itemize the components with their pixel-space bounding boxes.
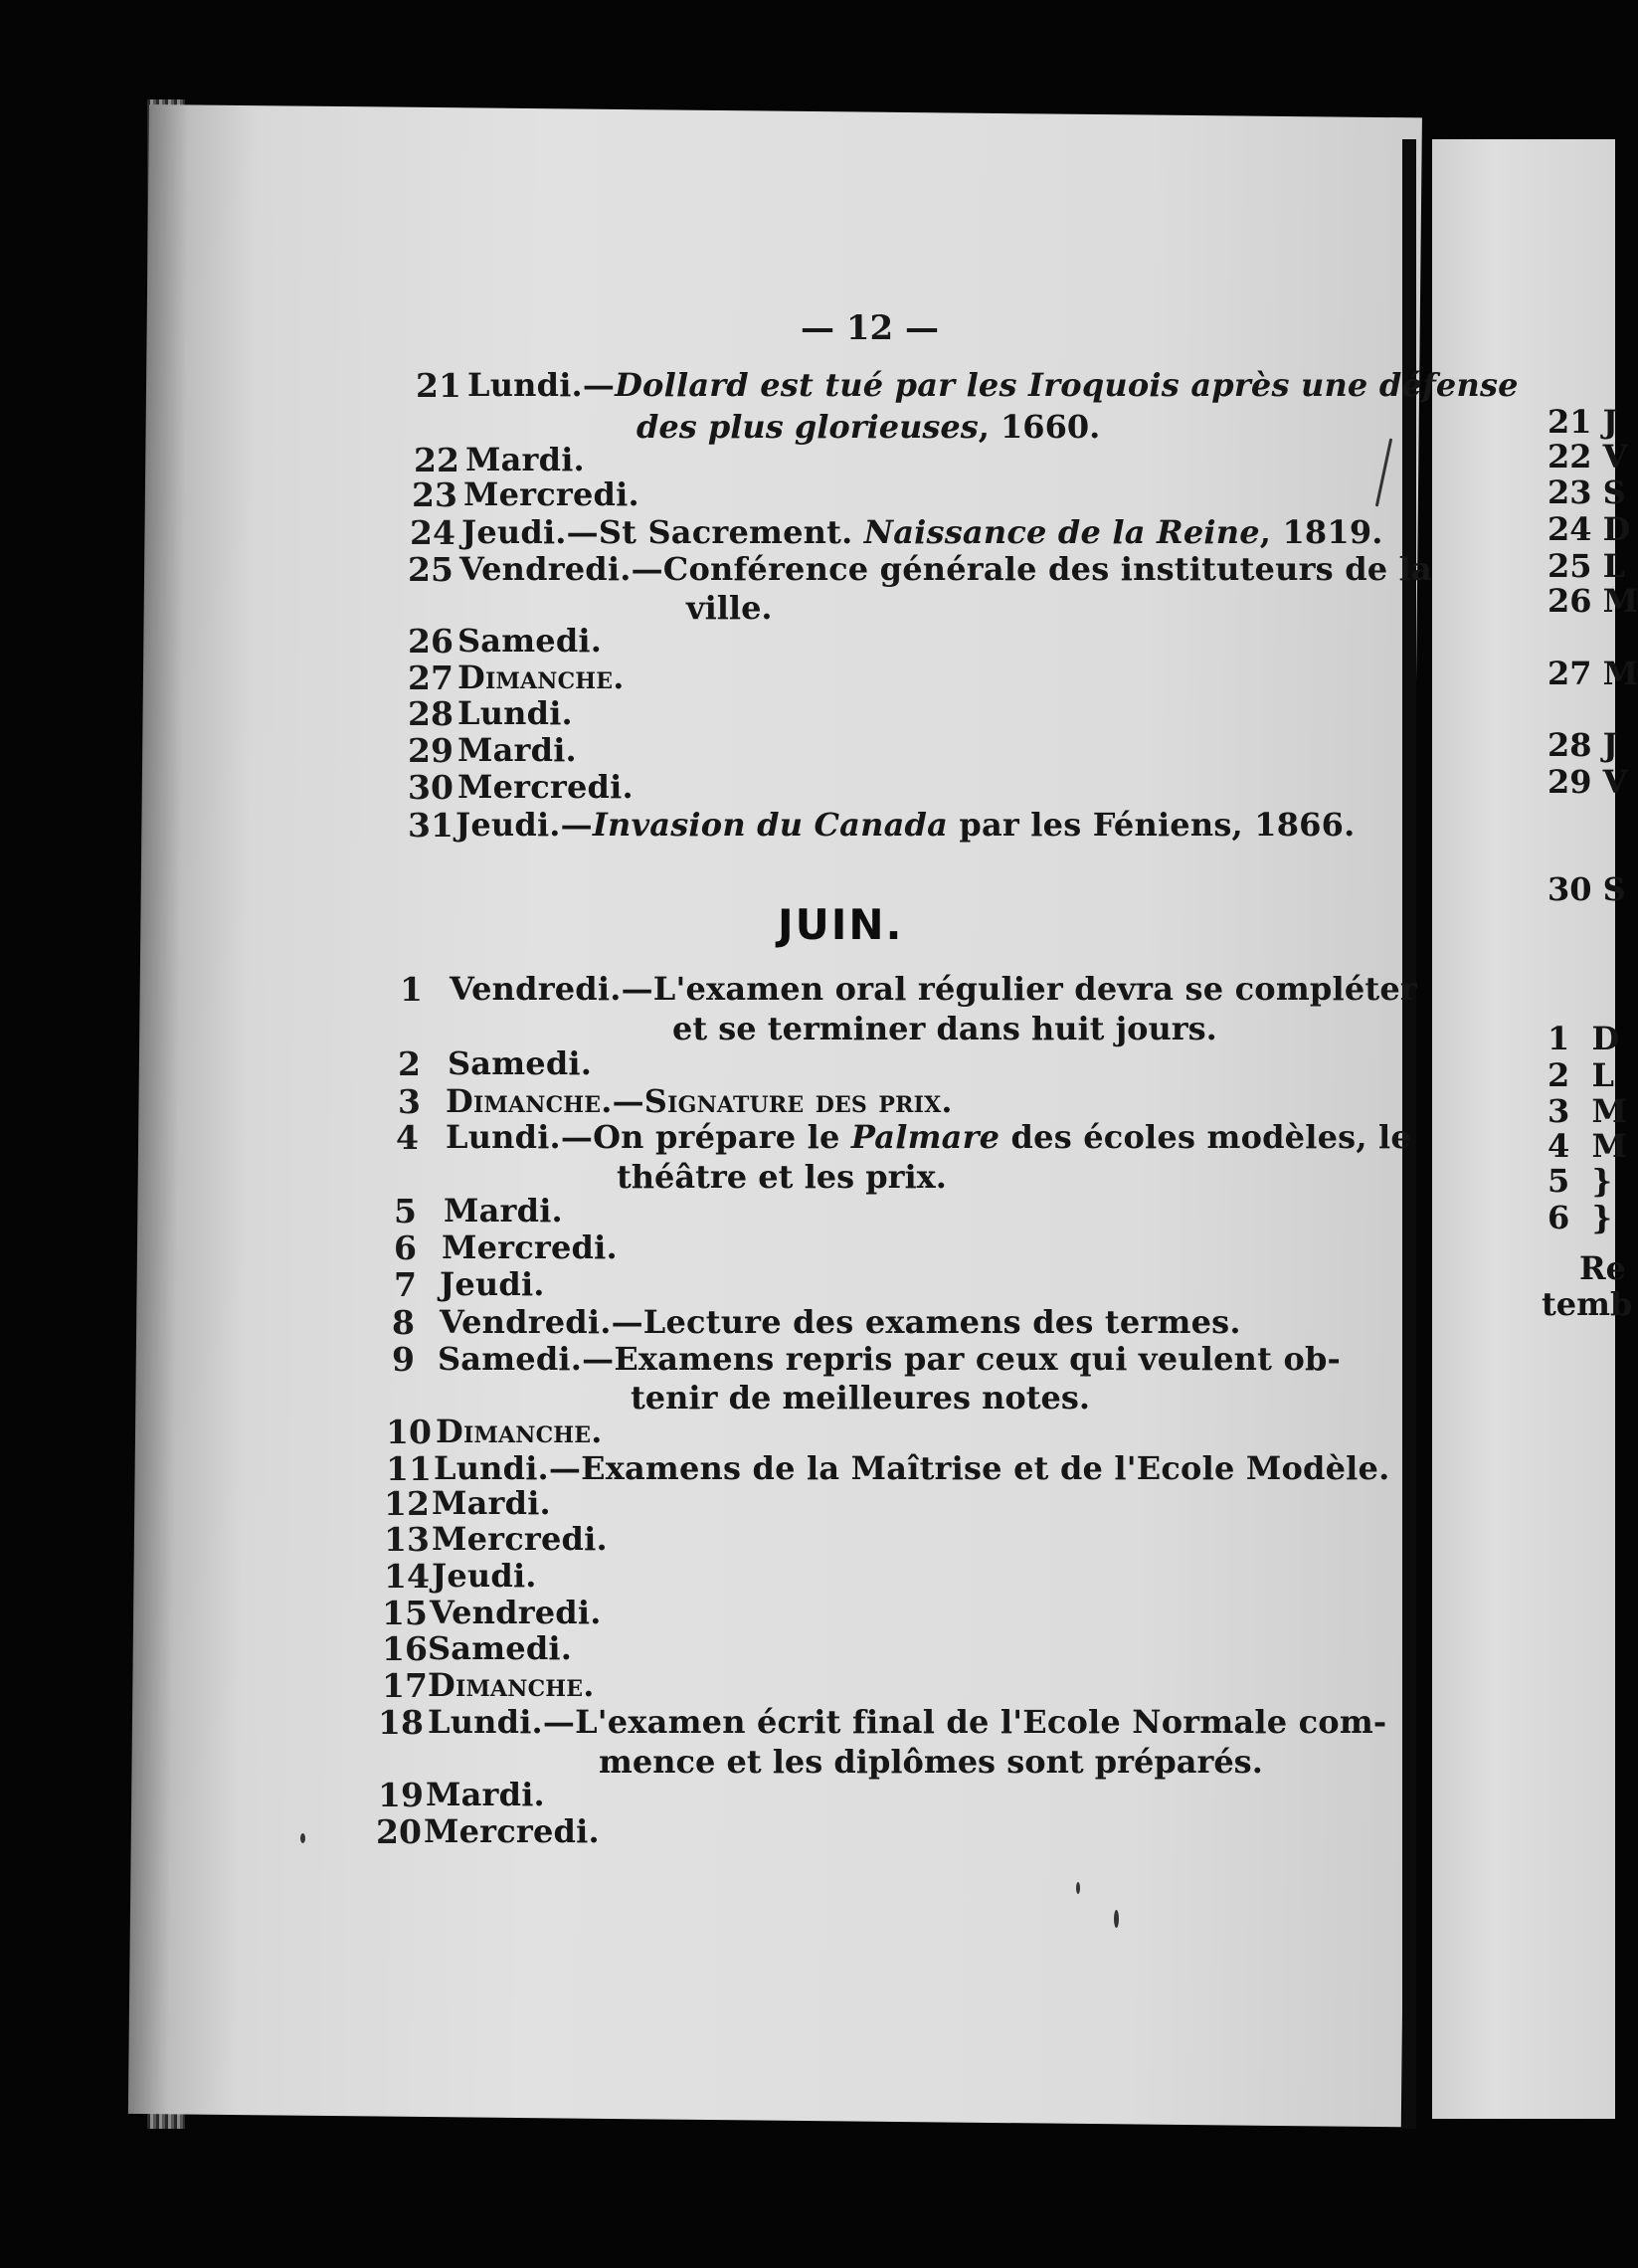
day-number: 10	[386, 1413, 432, 1451]
right-entry: 6 }	[1547, 1199, 1613, 1236]
day-number: 27	[408, 659, 454, 697]
entry-text: Vendredi.—Lecture des examens des termes.	[440, 1303, 1241, 1341]
day-number: 8	[392, 1303, 415, 1342]
day-number: 17	[382, 1666, 428, 1705]
entry-continuation: et se terminer dans huit jours.	[672, 1010, 1217, 1047]
day-number: 3	[398, 1082, 421, 1121]
entry-text: Jeudi.	[432, 1557, 537, 1595]
entry-text: Mardi.	[444, 1192, 563, 1229]
day-number: 20	[376, 1812, 422, 1851]
entry-text: Samedi.	[448, 1044, 593, 1082]
day-number: 15	[382, 1594, 428, 1632]
entry-text: Samedi.	[457, 622, 603, 660]
page-number: — 12 —	[801, 308, 939, 348]
entry-text: Jeudi.	[440, 1265, 545, 1303]
entry-continuation: ville.	[686, 589, 773, 627]
day-number: 18	[378, 1703, 424, 1742]
entry-text: Dimanche.	[428, 1666, 595, 1704]
day-number: 30	[408, 768, 454, 807]
day-number: 16	[382, 1629, 428, 1668]
right-entry: 22 V	[1547, 438, 1628, 475]
entry-text: Dimanche.	[436, 1413, 603, 1450]
entry-text: Jeudi.—St Sacrement. Naissance de la Reine, 1819.	[461, 513, 1383, 551]
right-entry: 5 }	[1547, 1162, 1613, 1200]
day-number: 1	[400, 970, 423, 1009]
right-entry: 26 M	[1547, 582, 1638, 620]
day-number: 11	[386, 1449, 432, 1488]
right-entry: 28 J	[1547, 726, 1618, 764]
entry-text: Dimanche.—Signature des prix.	[446, 1082, 953, 1120]
entry-text: Vendredi.—L'examen oral régulier devra se compléter	[450, 970, 1417, 1008]
right-entry: 3 M	[1547, 1092, 1627, 1130]
entry-text: Lundi.—Examens de la Maîtrise et de l'Ecole Modèle.	[434, 1449, 1390, 1487]
ink-speck	[300, 1833, 305, 1843]
day-number: 2	[398, 1044, 421, 1083]
entry-text: Lundi.—On prépare le Palmare des écoles modèles, le	[446, 1118, 1411, 1156]
entry-text: Mercredi.	[463, 475, 639, 513]
entry-text: Vendredi.	[430, 1594, 602, 1631]
entry-text: Mercredi.	[457, 768, 634, 806]
day-number: 29	[408, 731, 454, 770]
ink-speck	[1076, 1882, 1080, 1894]
entry-text: Mercredi.	[432, 1520, 608, 1558]
right-entry: 24 D	[1547, 510, 1631, 548]
day-number: 24	[410, 513, 455, 552]
day-number: 12	[384, 1484, 430, 1523]
right-entry: 29 V	[1547, 763, 1628, 801]
ink-speck	[1114, 1910, 1119, 1928]
right-entry: 1 D	[1547, 1020, 1620, 1057]
right-entry: Re	[1579, 1249, 1626, 1287]
right-entry: 23 S	[1547, 473, 1626, 511]
right-entry: 21 J	[1547, 403, 1618, 441]
day-number: 4	[396, 1118, 419, 1157]
day-number: 22	[414, 441, 459, 479]
entry-continuation: mence et les diplômes sont préparés.	[599, 1743, 1263, 1781]
right-entry: temb	[1542, 1285, 1633, 1323]
day-number: 26	[408, 622, 454, 661]
entry-text: Lundi.—Dollard est tué par les Iroquois après une défense	[467, 366, 1519, 404]
day-number: 21	[416, 366, 461, 405]
day-number: 9	[392, 1340, 415, 1379]
right-entry: 27 M	[1547, 655, 1638, 692]
day-number: 6	[394, 1228, 417, 1267]
day-number: 14	[384, 1557, 430, 1596]
day-number: 19	[378, 1776, 424, 1814]
day-number: 25	[408, 550, 454, 589]
entry-text: Dimanche.	[457, 659, 625, 696]
entry-text: Mardi.	[465, 441, 585, 478]
entry-text: Mercredi.	[424, 1812, 600, 1850]
entry-continuation: théâtre et les prix.	[617, 1158, 947, 1196]
entry-continuation: tenir de meilleures notes.	[631, 1379, 1091, 1417]
right-entry: 4 M	[1547, 1127, 1627, 1165]
entry-text: Lundi.—L'examen écrit final de l'Ecole Normale com-	[428, 1703, 1387, 1741]
entry-text: Vendredi.—Conférence générale des instituteurs de la	[459, 550, 1432, 588]
entry-continuation: des plus glorieuses, 1660.	[637, 408, 1101, 446]
entry-text: Mardi.	[426, 1776, 545, 1813]
right-entry: 30 S	[1547, 870, 1626, 908]
day-number: 31	[408, 806, 454, 845]
entry-text: Jeudi.—Invasion du Canada par les Féniens, 1866.	[455, 806, 1356, 844]
day-number: 13	[384, 1520, 430, 1559]
entry-text: Samedi.	[428, 1629, 573, 1667]
entry-text: Samedi.—Examens repris par ceux qui veulent ob-	[438, 1340, 1342, 1378]
day-number: 23	[412, 475, 457, 514]
right-entry: 25 L	[1547, 547, 1626, 585]
day-number: 5	[394, 1192, 417, 1230]
entry-text: Mardi.	[432, 1484, 551, 1522]
entry-text: Mardi.	[457, 731, 577, 769]
right-entry: 2 L	[1547, 1056, 1615, 1094]
day-number: 7	[394, 1265, 417, 1304]
day-number: 28	[408, 694, 454, 733]
entry-text: Mercredi.	[442, 1228, 618, 1266]
month-heading-juin: JUIN.	[778, 900, 904, 949]
entry-text: Lundi.	[457, 694, 573, 732]
